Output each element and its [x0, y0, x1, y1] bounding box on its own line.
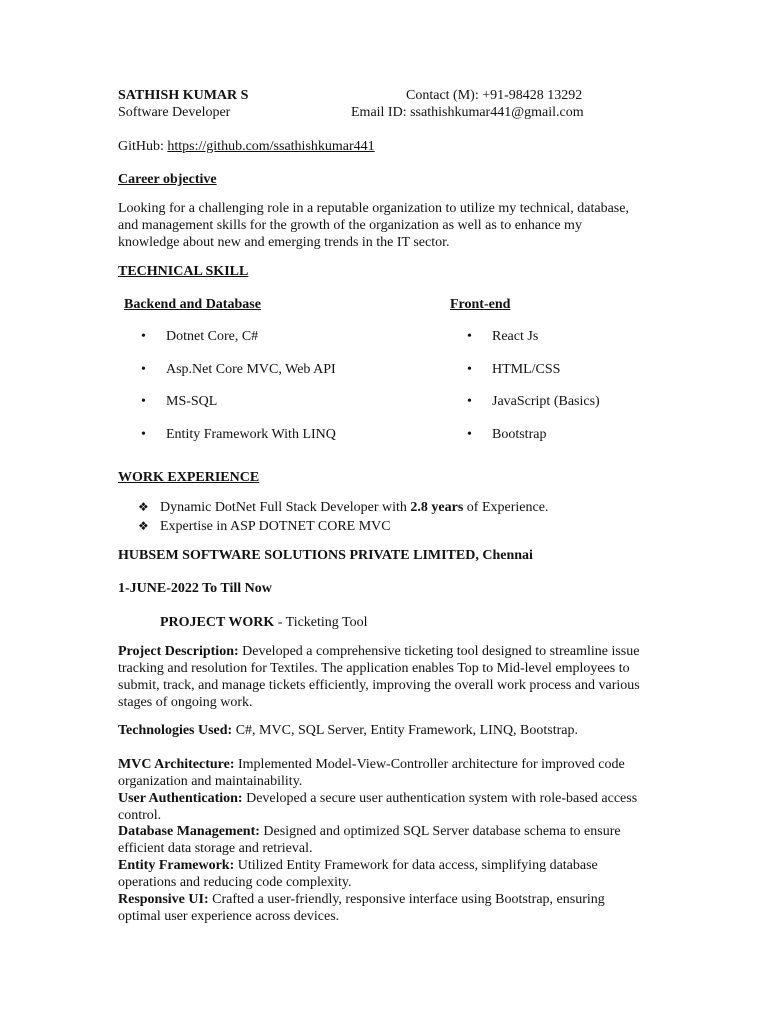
list-item: ❖ Dynamic DotNet Full Stack Developer with 2.8 years of Experience. [138, 500, 549, 515]
list-item [467, 426, 600, 459]
list-item [141, 393, 336, 426]
list-item [467, 393, 600, 426]
company-name: HUBSEM SOFTWARE SOLUTIONS PRIVATE LIMITED, Chennai [118, 548, 533, 563]
list-item [141, 361, 336, 394]
experience-summary-list [138, 499, 548, 537]
project-label: PROJECT WORK [160, 615, 275, 630]
contact-value: +91-98428 13292 [482, 88, 583, 103]
list-item [141, 426, 336, 459]
list-item [467, 361, 600, 394]
backend-skill-list [141, 328, 336, 458]
bullet-icon: • [141, 361, 146, 377]
contact-label: Contact (M): [406, 88, 479, 103]
feature-item: Database Management: Designed and optimized SQL Server database schema to ensure efficient data storage and retrieval. [118, 824, 621, 856]
skill-label: HTML/CSS [492, 361, 561, 377]
github-label: GitHub: [118, 139, 164, 154]
skill-label: MS-SQL [166, 394, 218, 409]
project-description: Project Description: Developed a comprehensive ticketing tool designed to streamline issue tracking and resolution for Textiles. The application enables Top to Mid-level employees to submit, track, and manage tickets efficiently, improving the overall work process and various stages of ongoing work. [118, 644, 640, 710]
work-experience-heading: WORK EXPERIENCE [118, 470, 260, 485]
project-name: - Ticketing Tool [274, 615, 368, 630]
feature-item: Responsive UI: Crafted a user-friendly, responsive interface using Bootstrap, ensuring optimal user experience across devices. [118, 892, 605, 924]
skill-label: React Js [492, 329, 539, 344]
github-link[interactable]: https://github.com/ssathishkumar441 [167, 139, 375, 154]
candidate-name: SATHISH KUMAR S [118, 88, 249, 103]
email-value: ssathishkumar441@gmail.com [410, 105, 584, 120]
project-title [160, 614, 368, 631]
bullet-icon: • [467, 426, 472, 442]
email-label: Email ID: [351, 105, 407, 120]
bullet-icon: • [141, 426, 146, 442]
career-heading: Career objective [118, 172, 217, 187]
technical-skill-heading: TECHNICAL SKILL [118, 264, 249, 279]
list-item: ❖ Expertise in ASP DOTNET CORE MVC [138, 519, 391, 534]
email-line [351, 104, 584, 121]
skill-label: Dotnet Core, C# [166, 329, 259, 344]
diamond-bullet-icon: ❖ [138, 519, 149, 533]
backend-heading: Backend and Database [124, 297, 261, 312]
diamond-bullet-icon: ❖ [138, 500, 149, 514]
list-item [141, 328, 336, 361]
bullet-icon: • [467, 394, 472, 409]
bullet-icon: • [467, 329, 472, 344]
github-line [118, 138, 375, 155]
list-item [467, 328, 600, 361]
feature-item: MVC Architecture: Implemented Model-View-Controller architecture for improved code organization and maintainability. [118, 757, 625, 789]
feature-item: User Authentication: Developed a secure user authentication system with role-based access control. [118, 791, 638, 823]
technologies-used: Technologies Used: C#, MVC, SQL Server, Entity Framework, LINQ, Bootstrap. [118, 723, 578, 738]
skill-label: Bootstrap [492, 426, 547, 442]
skill-label: JavaScript (Basics) [492, 394, 600, 409]
bullet-icon: • [141, 394, 146, 409]
career-text: Looking for a challenging role in a reputable organization to utilize my technical, database, and management skills for the growth of the organization as well as to enhance my knowledge about new and emerging trends in the IT sector. [118, 201, 629, 250]
skill-label: Asp.Net Core MVC, Web API [166, 361, 336, 377]
bullet-icon: • [141, 329, 146, 344]
skill-label: Entity Framework With LINQ [166, 426, 336, 442]
feature-item: Entity Framework: Utilized Entity Framework for data access, simplifying database operations and reducing code complexity. [118, 858, 598, 890]
candidate-title: Software Developer [118, 105, 231, 120]
frontend-skill-list [467, 328, 600, 458]
employment-period: 1-JUNE-2022 To Till Now [118, 581, 272, 596]
contact-line [406, 87, 582, 104]
frontend-heading: Front-end [450, 297, 511, 312]
bullet-icon: • [467, 361, 472, 377]
